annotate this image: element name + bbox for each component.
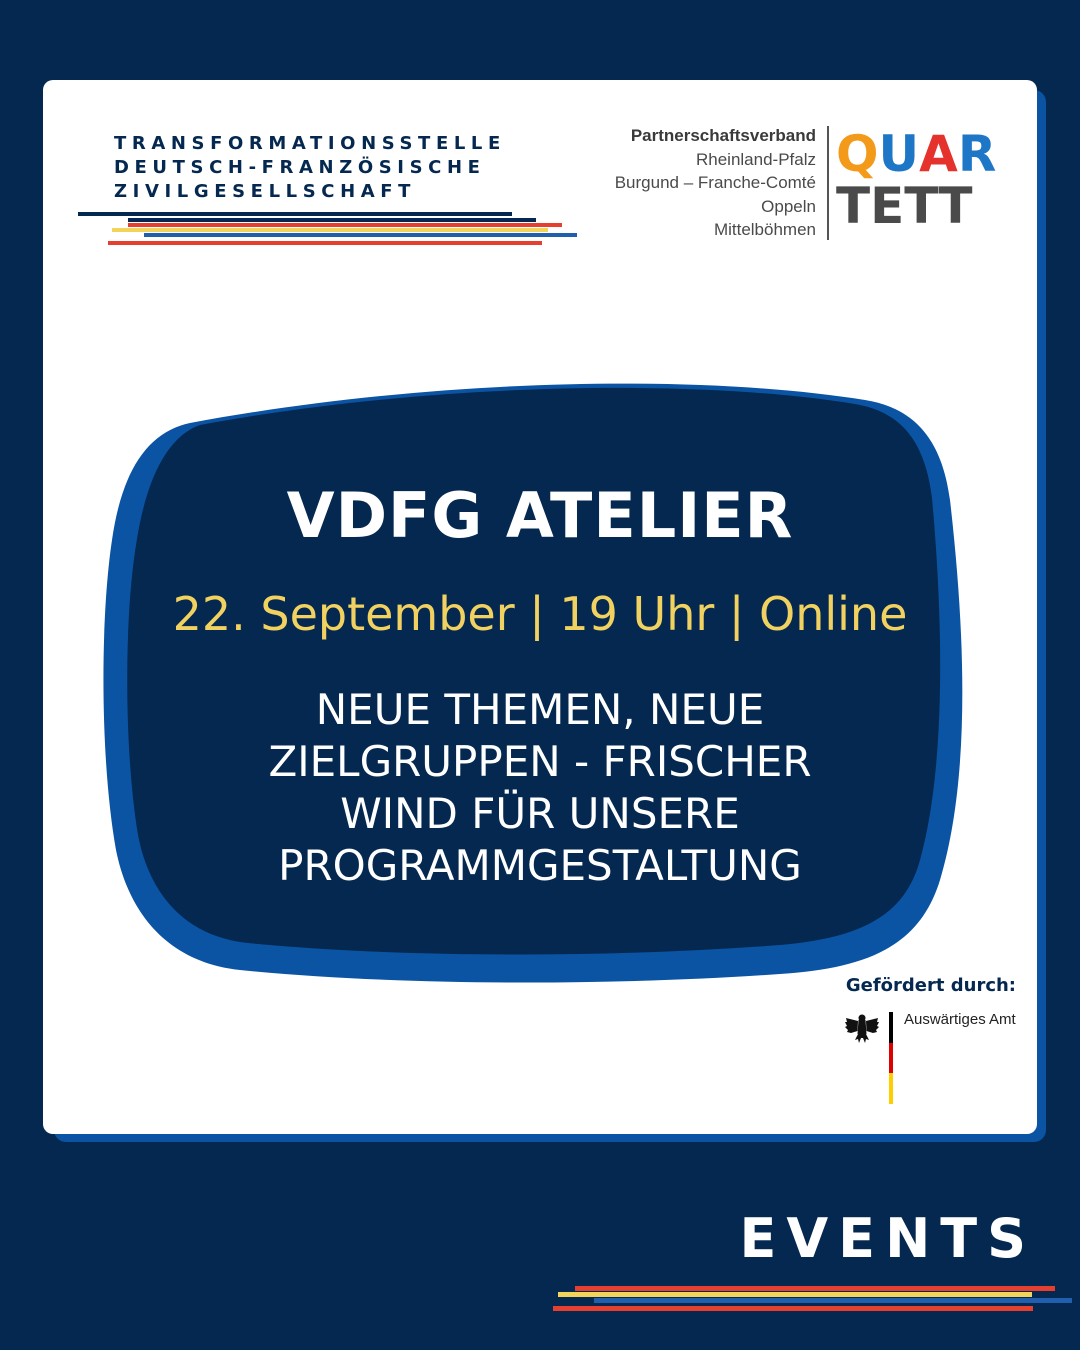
flag-stripe-black <box>889 1012 893 1043</box>
quartett-letter: E <box>870 177 905 235</box>
quartett-letter: A <box>919 125 958 183</box>
event-date-line: 22. September | 19 Uhr | Online <box>172 587 908 641</box>
organisation-title-line-3: ZIVILGESELLSCHAFT <box>114 181 417 202</box>
flag-stripe-red <box>889 1043 893 1074</box>
partner-region: Mittelböhmen <box>713 220 816 239</box>
quartett-letter: U <box>878 125 920 183</box>
quartett-letter: R <box>957 125 997 183</box>
quartett-letter: T <box>836 177 871 235</box>
partner-region: Burgund – Franche-Comté <box>614 173 816 192</box>
federal-eagle-icon <box>844 1010 880 1046</box>
event-subtitle-line: PROGRAMMGESTALTUNG <box>278 841 802 890</box>
event-subtitle-line: WIND FÜR UNSERE <box>340 789 740 838</box>
flag-stripe-gold <box>889 1073 893 1104</box>
quartett-letter: Q <box>836 125 879 183</box>
event-subtitle <box>160 684 920 892</box>
event-subtitle-line: NEUE THEMEN, NEUE <box>315 685 765 734</box>
event-title: VDFG ATELIER <box>286 479 794 552</box>
partner-region: Rheinland-Pfalz <box>695 149 816 169</box>
organisation-title-line-1: TRANSFORMATIONSSTELLE <box>114 133 506 154</box>
events-label: EVENTS <box>739 1207 1036 1270</box>
funding-label: Gefördert durch: <box>845 975 1016 996</box>
quartett-letter: T <box>938 177 973 235</box>
organisation-title-line-2: DEUTSCH-FRANZÖSISCHE <box>114 157 486 178</box>
event-subtitle-line: ZIELGRUPPEN - FRISCHER <box>268 737 812 786</box>
quartett-letter: T <box>904 177 939 235</box>
partner-heading: Partnerschaftsverband <box>630 126 816 145</box>
german-flag-bar <box>889 1012 893 1104</box>
partner-region: Oppeln <box>761 196 816 216</box>
ministry-name: Auswärtiges Amt <box>904 1011 1016 1028</box>
